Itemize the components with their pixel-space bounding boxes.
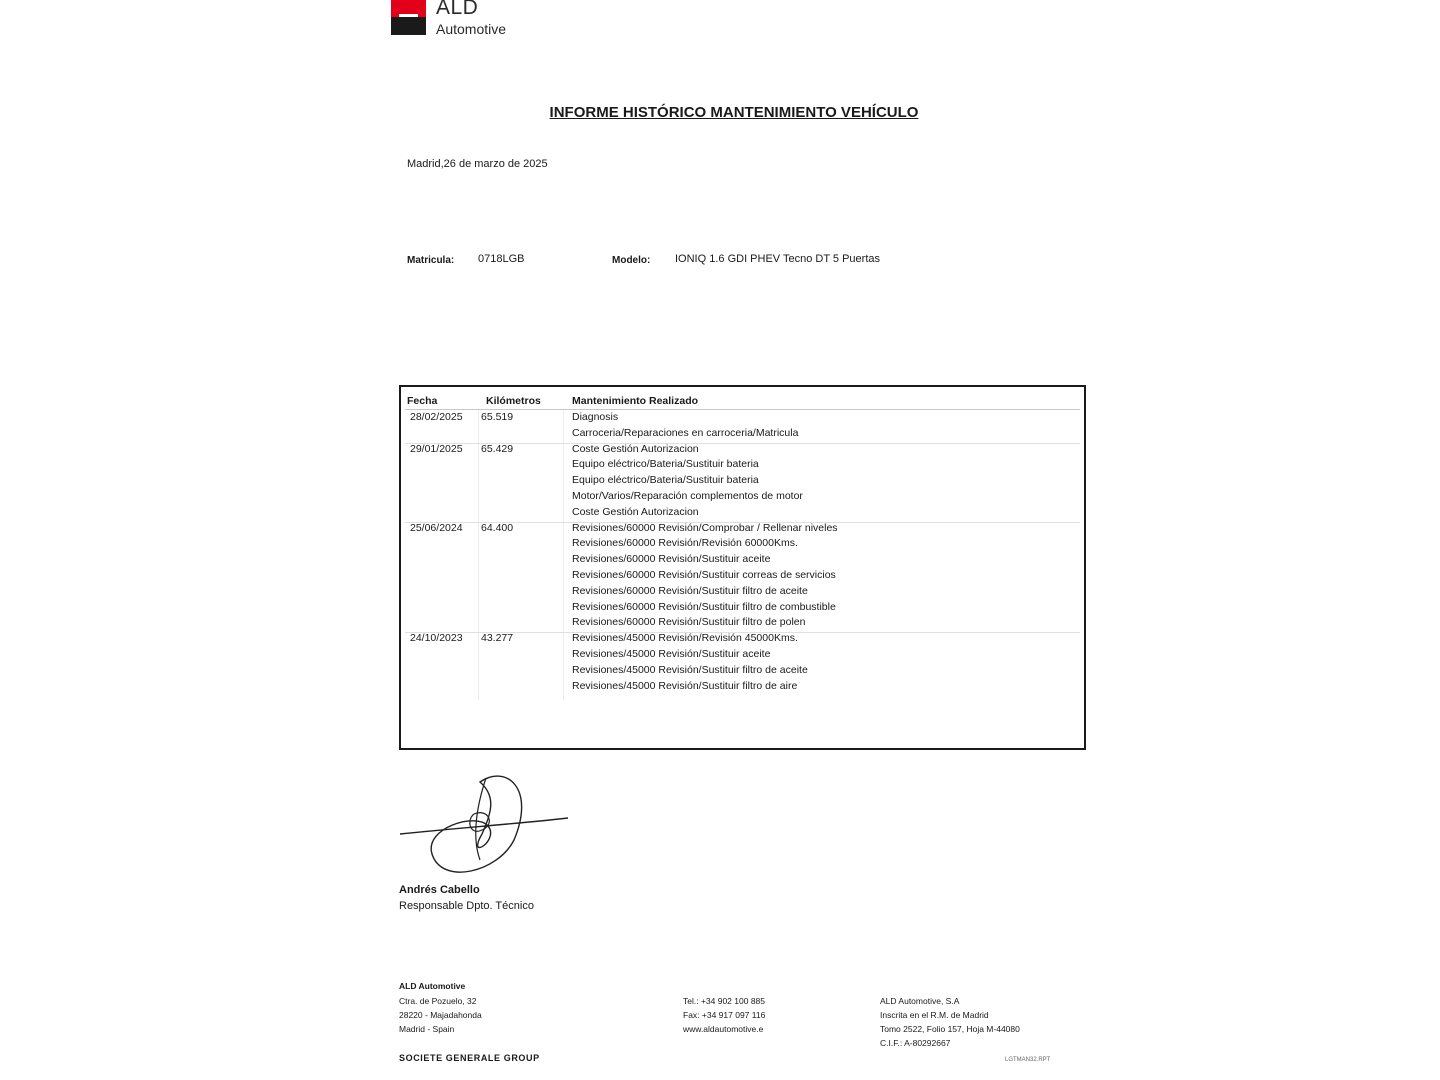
maintenance-item: Revisiones/45000 Revisión/Sustituir aceite bbox=[572, 648, 771, 660]
maintenance-item: Carroceria/Reparaciones en carroceria/Matricula bbox=[572, 426, 799, 439]
header-fecha: Fecha bbox=[407, 395, 438, 407]
footer-address bbox=[399, 994, 482, 1036]
signer-role: Responsable Dpto. Técnico bbox=[399, 900, 534, 912]
plate-label: Matricula: bbox=[407, 255, 455, 266]
footer-legal-line: Inscrita en el R.M. de Madrid bbox=[880, 1010, 989, 1020]
logo-sub-text: Automotive bbox=[436, 21, 507, 37]
maintenance-item: Revisiones/60000 Revisión/Comprobar / Rellenar niveles bbox=[572, 521, 838, 534]
model-value: IONIQ 1.6 GDI PHEV Tecno DT 5 Puertas bbox=[675, 253, 881, 265]
maintenance-item: Revisiones/60000 Revisión/Revisión 60000Kms. bbox=[572, 537, 798, 550]
maintenance-item: Revisiones/60000 Revisión/Sustituir correas de servicios bbox=[572, 569, 836, 581]
column-divider bbox=[478, 410, 479, 700]
header-kilometros: Kilómetros bbox=[486, 395, 541, 407]
maintenance-item: Revisiones/45000 Revisión/Sustituir filtro de aceite bbox=[572, 663, 808, 676]
row-km: 65.429 bbox=[481, 442, 514, 455]
group-name: SOCIETE GENERALE GROUP bbox=[399, 1053, 540, 1063]
maintenance-item: Revisiones/60000 Revisión/Sustituir filtro de aceite bbox=[572, 584, 808, 597]
maintenance-item: Equipo eléctrico/Bateria/Sustituir bateria bbox=[572, 474, 759, 487]
maintenance-item: Motor/Varios/Reparación complementos de motor bbox=[572, 490, 803, 502]
place-date: Madrid,26 de marzo de 2025 bbox=[407, 158, 548, 170]
footer-fax: Fax: +34 917 097 116 bbox=[683, 1010, 766, 1020]
footer-contact bbox=[683, 994, 765, 1036]
ald-logo-mark bbox=[391, 0, 426, 35]
row-km: 43.277 bbox=[481, 632, 514, 645]
row-km: 64.400 bbox=[481, 521, 514, 534]
row-date: 29/01/2025 bbox=[410, 442, 463, 455]
model-label: Modelo: bbox=[612, 255, 651, 266]
footer-phone: Tel.: +34 902 100 885 bbox=[683, 996, 765, 1006]
header-mantenimiento: Mantenimiento Realizado bbox=[572, 395, 699, 407]
plate-value: 0718LGB bbox=[478, 253, 525, 265]
maintenance-item: Revisiones/60000 Revisión/Sustituir filtro de polen bbox=[572, 616, 806, 629]
signature-drawing bbox=[396, 768, 576, 880]
column-divider bbox=[563, 410, 564, 700]
report-code: LGTMAN32.RPT bbox=[1005, 1057, 1051, 1063]
report-title: INFORME HISTÓRICO MANTENIMIENTO VEHÍCULO bbox=[549, 104, 919, 121]
footer-website: www.aldautomotive.e bbox=[683, 1024, 764, 1034]
footer-legal-line: Tomo 2522, Folio 157, Hoja M-44080 bbox=[880, 1024, 1020, 1034]
signer-name: Andrés Cabello bbox=[399, 884, 480, 896]
maintenance-item: Diagnosis bbox=[572, 411, 619, 423]
footer-legal bbox=[880, 994, 1020, 1050]
row-date: 25/06/2024 bbox=[410, 521, 463, 534]
footer-company: ALD Automotive bbox=[399, 981, 466, 991]
footer-legal-line: ALD Automotive, S.A bbox=[880, 996, 960, 1006]
maintenance-item: Revisiones/45000 Revisión/Revisión 45000Kms. bbox=[572, 632, 798, 645]
row-km: 65.519 bbox=[481, 411, 514, 423]
maintenance-item: Coste Gestión Autorizacion bbox=[572, 505, 699, 518]
row-date: 24/10/2023 bbox=[410, 632, 463, 645]
maintenance-item: Equipo eléctrico/Bateria/Sustituir bateria bbox=[572, 458, 759, 471]
logo-brand-text: ALD bbox=[436, 0, 479, 19]
footer-address-line: 28220 - Majadahonda bbox=[399, 1010, 482, 1020]
footer-address-line: Ctra. de Pozuelo, 32 bbox=[399, 996, 477, 1006]
maintenance-item: Revisiones/60000 Revisión/Sustituir aceite bbox=[572, 553, 771, 566]
row-date: 28/02/2025 bbox=[410, 411, 463, 423]
footer-address-line: Madrid - Spain bbox=[399, 1024, 455, 1034]
maintenance-item: Revisiones/60000 Revisión/Sustituir filtro de combustible bbox=[572, 600, 836, 613]
footer-legal-line: C.I.F.: A-80292667 bbox=[880, 1038, 951, 1048]
maintenance-item: Coste Gestión Autorizacion bbox=[572, 442, 699, 455]
maintenance-item: Revisiones/45000 Revisión/Sustituir filtro de aire bbox=[572, 679, 798, 692]
logo-white-bar bbox=[399, 14, 418, 17]
